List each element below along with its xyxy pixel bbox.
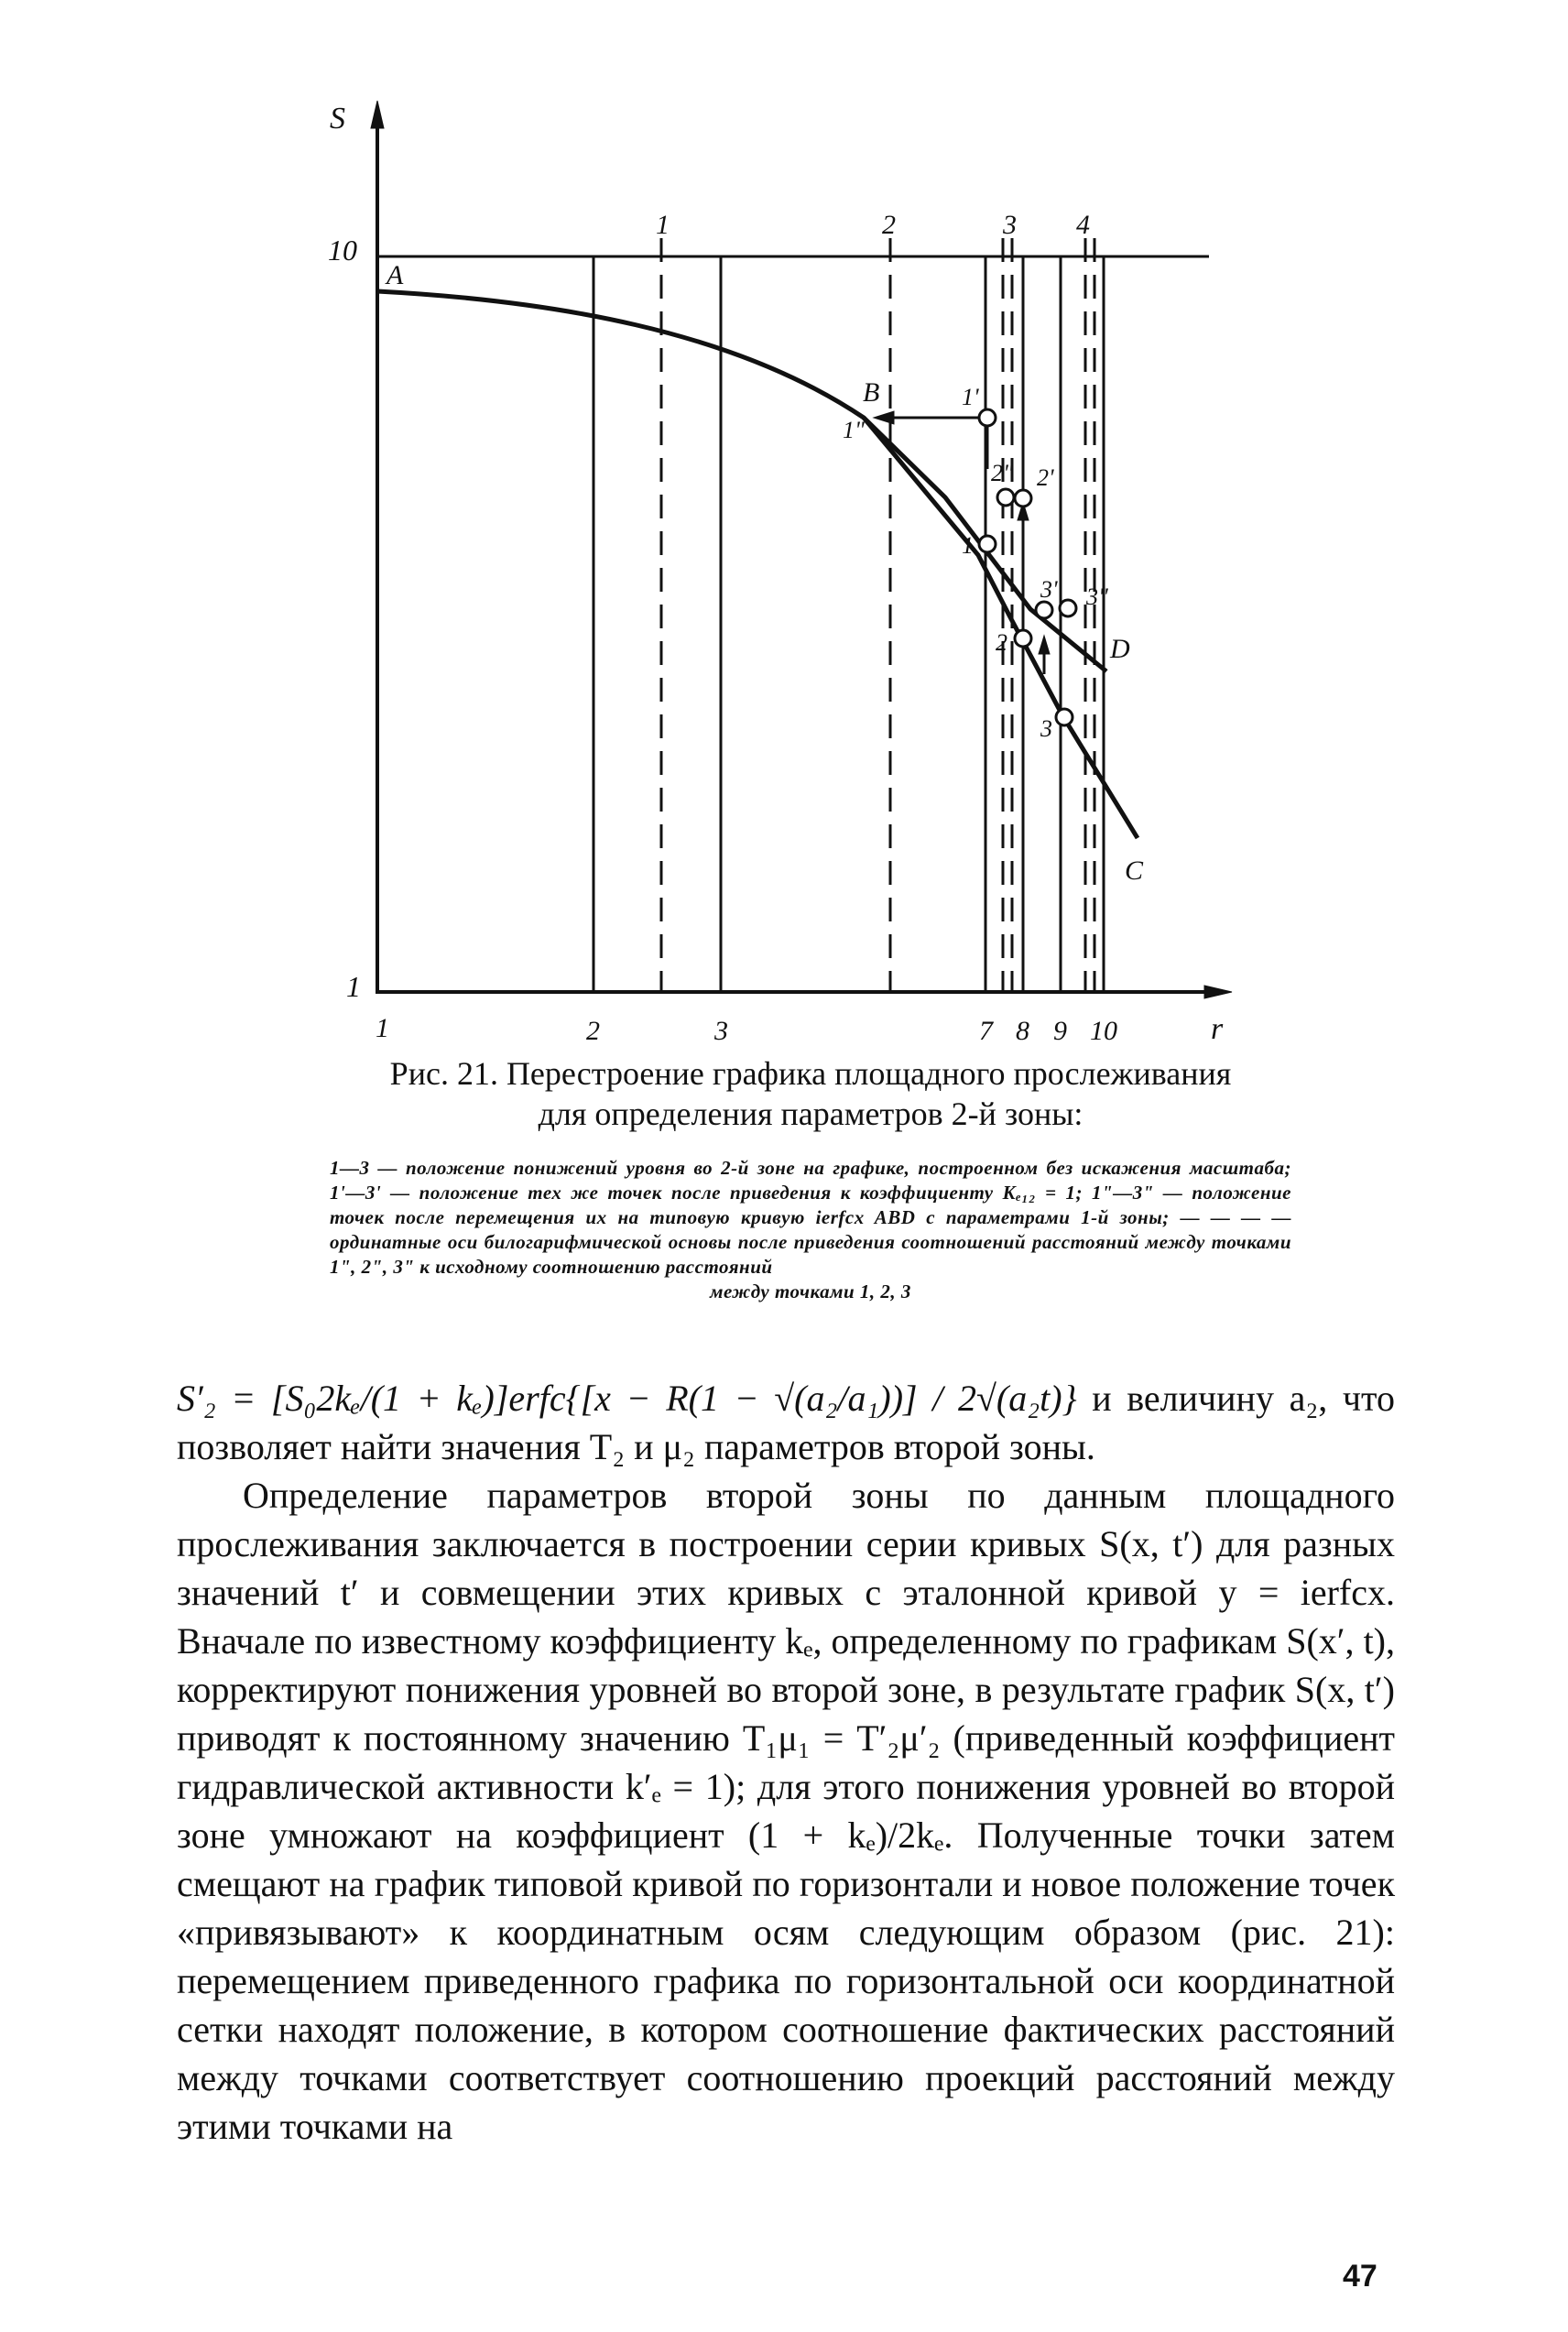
y-axis-label: S (330, 102, 345, 136)
log-log-chart (328, 102, 1301, 1053)
legend-main: 1—3 — положение понижений уровня во 2-й зоне на графике, построенном без искажения масштаба; 1'—3' — положение тех же точек после приведения к коэффициенту Kₑ₁₂ = 1; 1"—3" — положение точек после перемещения их на типовую кривую ierfcx ABD с параметрами 1-й зоны; — — — — ординатные оси билогарифмической основы после приведения соотношений расстояний между точками 1", 2", 3" к исходному соотношению расстояний (330, 1157, 1291, 1278)
figure-21 (328, 102, 1301, 1053)
label-p2pp: 2" (991, 460, 1013, 486)
point-1p (979, 409, 996, 426)
figure-caption-title (330, 1053, 1291, 1134)
point-3 (1056, 709, 1073, 725)
x-axis-arrow (1204, 986, 1232, 998)
x-axis-label: r (1211, 1012, 1224, 1046)
legend-last-line: между точками 1, 2, 3 (710, 1280, 911, 1302)
dashed-label-3: 3 (1003, 210, 1017, 240)
dashed-label-4: 4 (1076, 210, 1090, 240)
formula: S′₂ = [S₀2kₑ/(1 + kₑ)]erfc{[x − R(1 − √(a₂/a₁))] / 2√(a₂t)} (177, 1378, 1077, 1419)
page-number: 47 (1343, 2259, 1377, 2294)
y-axis-arrow (371, 101, 384, 128)
label-A: A (387, 260, 404, 290)
x-tick-8: 8 (1016, 1016, 1029, 1046)
y-tick-1: 1 (346, 970, 361, 1003)
x-tick-10: 10 (1090, 1016, 1117, 1046)
x-tick-9: 9 (1053, 1016, 1067, 1046)
paragraph-2: Определение параметров второй зоны по данным площадного прослеживания заключается в построении серии кривых S(x, t′) для разных значений t′ и совмещении этих кривых с эталонной кривой y = ierfcx. Вначале по известному коэффициенту kₑ, определенному по графикам S(x′, t), корректируют понижения уровней во второй зоне, в результате график S(x, t′) приводят к постоянному значению T₁μ₁ = T′₂μ′₂ (приведенный коэффициент гидравлической активности k′ₑ = 1); для этого понижения уровней во второй зоне умножают на коэффициент (1 + kₑ)/2kₑ. Полученные точки затем смещают на график типовой кривой по горизонтали и новое положение точек «привязывают» к координатным осям следующим образом (рис. 21): перемещением приведенного графика по горизонтальной оси координатной сетки находят положение, в котором соотношение фактических расстояний между точками соответствует соотношению проекций расстояний между этими точками на (177, 1475, 1395, 2147)
point-1 (979, 536, 996, 552)
x-tick-2: 2 (586, 1016, 600, 1046)
x-tick-1: 1 (376, 1013, 389, 1043)
label-p1pp: 1" (843, 417, 865, 443)
point-3p (1036, 602, 1052, 618)
paragraph-1-rest: и величину a₂, что позволяет найти значения T₂ и μ₂ параметров второй зоны. (177, 1378, 1395, 1467)
label-D: D (1110, 634, 1130, 664)
paragraph-1 (177, 1374, 1395, 1471)
label-p2p: 2' (1037, 464, 1054, 491)
label-p1p: 1' (962, 384, 979, 410)
label-p1: 1 (962, 532, 974, 559)
x-tick-7: 7 (979, 1016, 993, 1046)
point-3pp (1060, 600, 1076, 616)
figure-legend (330, 1156, 1291, 1304)
x-tick-3: 3 (714, 1016, 728, 1046)
body-text (177, 1374, 1395, 2151)
y-tick-10: 10 (328, 234, 357, 267)
label-p3pp: 3" (1086, 583, 1108, 610)
dashed-label-2: 2 (882, 210, 896, 240)
label-p3p: 3' (1040, 576, 1058, 603)
caption-title-line2: для определения параметров 2-й зоны: (538, 1095, 1083, 1132)
label-C: C (1125, 855, 1144, 886)
label-p2: 2 (996, 629, 1007, 656)
label-B: B (863, 377, 880, 408)
point-2p (1015, 490, 1031, 507)
label-p3: 3 (1040, 715, 1052, 742)
point-2 (1015, 630, 1031, 647)
caption-title-line1: Рис. 21. Перестроение графика площадного прослеживания (389, 1055, 1232, 1092)
point-2pp (997, 489, 1014, 506)
dashed-label-1: 1 (656, 210, 670, 240)
